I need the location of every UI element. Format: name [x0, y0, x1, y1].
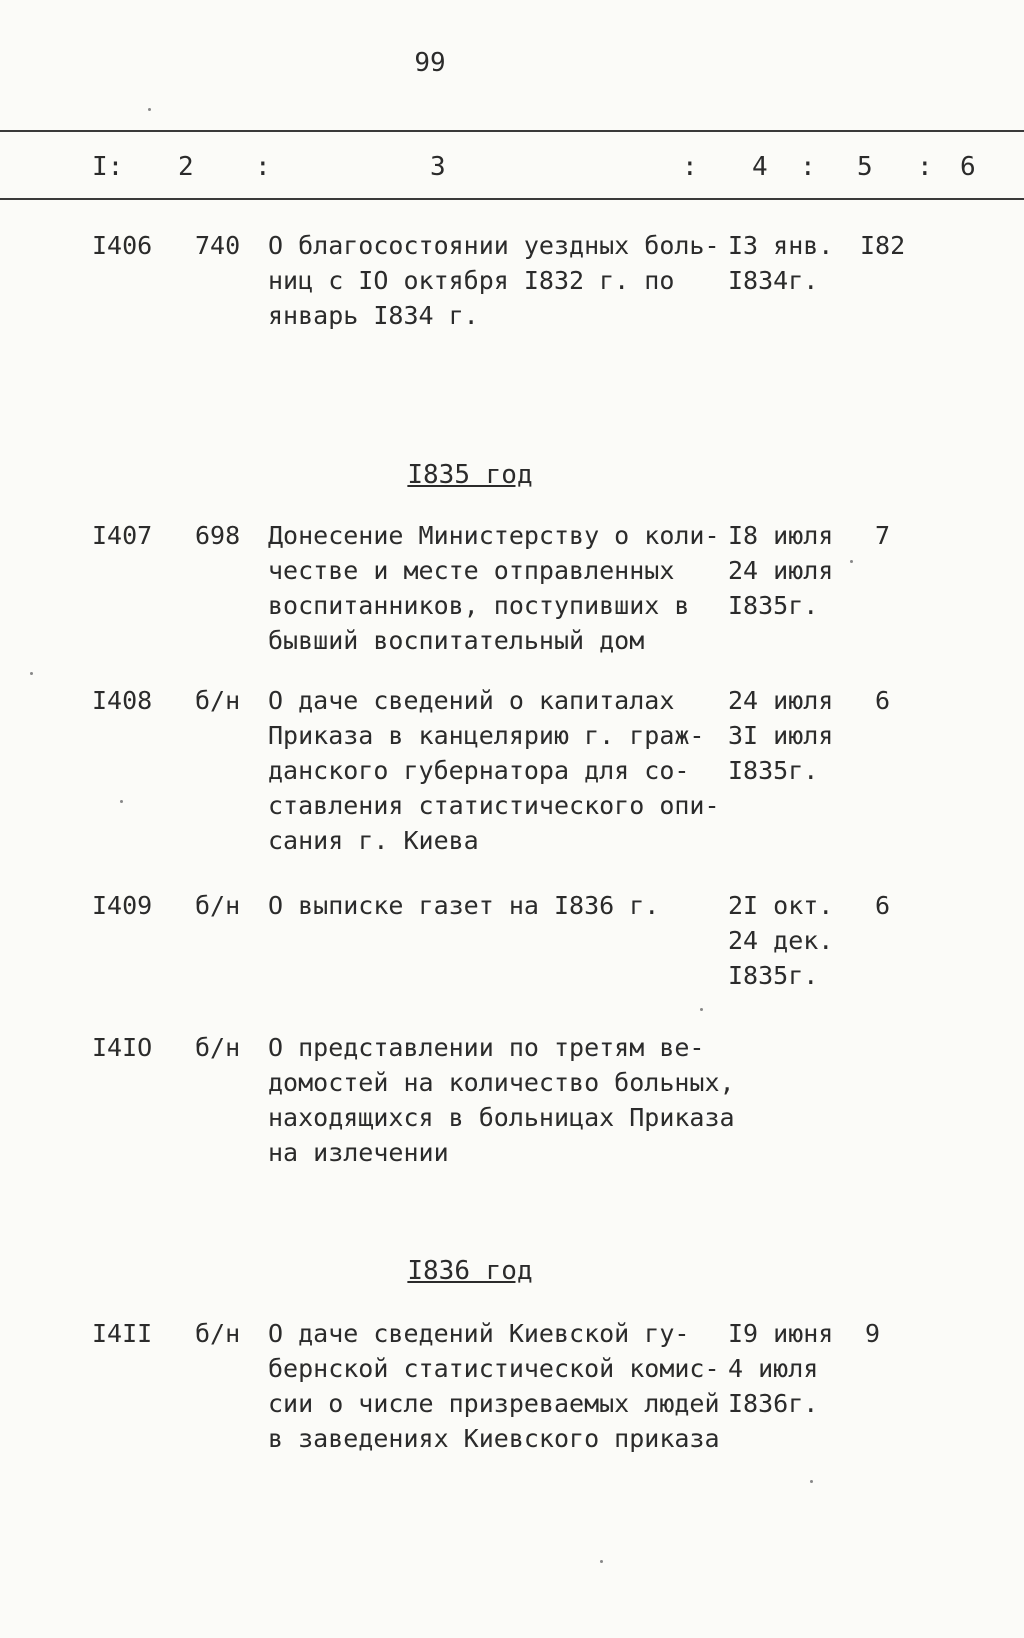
- title-line: домостей на количество больных,: [268, 1068, 735, 1097]
- date-line: I835г.: [728, 756, 819, 785]
- title-line: данского губернатора для со-: [268, 756, 690, 785]
- title-line: на излечении: [268, 1138, 449, 1167]
- scan-speck: [30, 672, 33, 675]
- file-number: б/н: [195, 686, 241, 715]
- year-heading: I836 год: [407, 1256, 533, 1286]
- date-line: I835г.: [728, 591, 819, 620]
- entry-title: [268, 518, 728, 658]
- title-line: О выписке газет на I836 г.: [268, 891, 660, 920]
- title-line: бывший воспитательный дом: [268, 626, 645, 655]
- page-count: 7: [875, 521, 891, 550]
- title-line: О представлении по третям ве-: [268, 1033, 705, 1062]
- title-line: О даче сведений Киевской гу-: [268, 1319, 690, 1348]
- entry-number: I409: [92, 891, 153, 920]
- header-rule-bottom: [0, 198, 1024, 200]
- title-line: сания г. Киева: [268, 826, 479, 855]
- entry-number: I4II: [92, 1319, 153, 1348]
- entry-title: [268, 683, 728, 858]
- entry-dates: [728, 518, 833, 623]
- date-line: 24 июля: [728, 686, 834, 715]
- title-line: в заведениях Киевского приказа: [268, 1424, 720, 1453]
- date-line: I8 июля: [728, 521, 834, 550]
- scan-speck: [600, 1560, 603, 1563]
- entry-dates: [728, 1316, 833, 1421]
- title-line: сии о числе призреваемых людей: [268, 1389, 720, 1418]
- title-line: Приказа в канцелярию г. граж-: [268, 721, 705, 750]
- entry-number: I406: [92, 231, 153, 260]
- entry-dates: [728, 228, 833, 298]
- date-line: 4 июля: [728, 1354, 819, 1383]
- scan-speck: [700, 1008, 703, 1011]
- entry-dates: [728, 683, 833, 788]
- column-header-6: 6: [960, 152, 976, 182]
- title-line: О даче сведений о капиталах: [268, 686, 675, 715]
- file-number: 698: [195, 521, 241, 550]
- date-line: I834г.: [728, 266, 819, 295]
- date-line: I836г.: [728, 1389, 819, 1418]
- entry-title: [268, 228, 728, 333]
- header-rule-top: [0, 130, 1024, 132]
- scan-speck: [148, 108, 151, 111]
- column-header-1: I:: [92, 152, 124, 182]
- page-count: 6: [875, 686, 891, 715]
- page-count: 9: [865, 1319, 881, 1348]
- date-line: 24 дек.: [728, 926, 834, 955]
- page-count: 6: [875, 891, 891, 920]
- file-number: 740: [195, 231, 241, 260]
- scan-speck: [810, 1480, 813, 1483]
- column-header-5: 5: [857, 152, 873, 182]
- column-separator: :: [255, 152, 271, 182]
- entry-number: I4IO: [92, 1033, 153, 1062]
- date-line: 3I июля: [728, 721, 834, 750]
- title-line: О благосостоянии уездных боль-: [268, 231, 720, 260]
- title-line: бернской статистической комис-: [268, 1354, 720, 1383]
- title-line: воспитанников, поступивших в: [268, 591, 690, 620]
- scan-speck: [850, 560, 853, 563]
- file-number: б/н: [195, 1319, 241, 1348]
- date-line: I3 янв.: [728, 231, 834, 260]
- entry-title: [268, 1030, 735, 1170]
- page-count: I82: [860, 231, 906, 260]
- file-number: б/н: [195, 891, 241, 920]
- column-header-3: 3: [430, 152, 446, 182]
- column-separator: :: [800, 152, 816, 182]
- date-line: 24 июля: [728, 556, 834, 585]
- entry-dates: [728, 888, 833, 993]
- scan-speck: [120, 800, 123, 803]
- column-header-2: 2: [178, 152, 194, 182]
- entry-title: [268, 1316, 728, 1456]
- date-line: I9 июня: [728, 1319, 834, 1348]
- column-header-4: 4: [752, 152, 768, 182]
- title-line: Донесение Министерству о коли-: [268, 521, 720, 550]
- entry-number: I407: [92, 521, 153, 550]
- year-heading: I835 год: [407, 460, 533, 490]
- entry-number: I408: [92, 686, 153, 715]
- date-line: 2I окт.: [728, 891, 834, 920]
- title-line: январь I834 г.: [268, 301, 479, 330]
- title-line: находящихся в больницах Приказа: [268, 1103, 735, 1132]
- title-line: ниц с IO октября I832 г. по: [268, 266, 675, 295]
- column-separator: :: [917, 152, 933, 182]
- date-line: I835г.: [728, 961, 819, 990]
- entry-title: [268, 888, 728, 923]
- column-separator: :: [682, 152, 698, 182]
- file-number: б/н: [195, 1033, 241, 1062]
- page-number: 99: [414, 48, 446, 78]
- title-line: честве и месте отправленных: [268, 556, 675, 585]
- title-line: ставления статистического опи-: [268, 791, 720, 820]
